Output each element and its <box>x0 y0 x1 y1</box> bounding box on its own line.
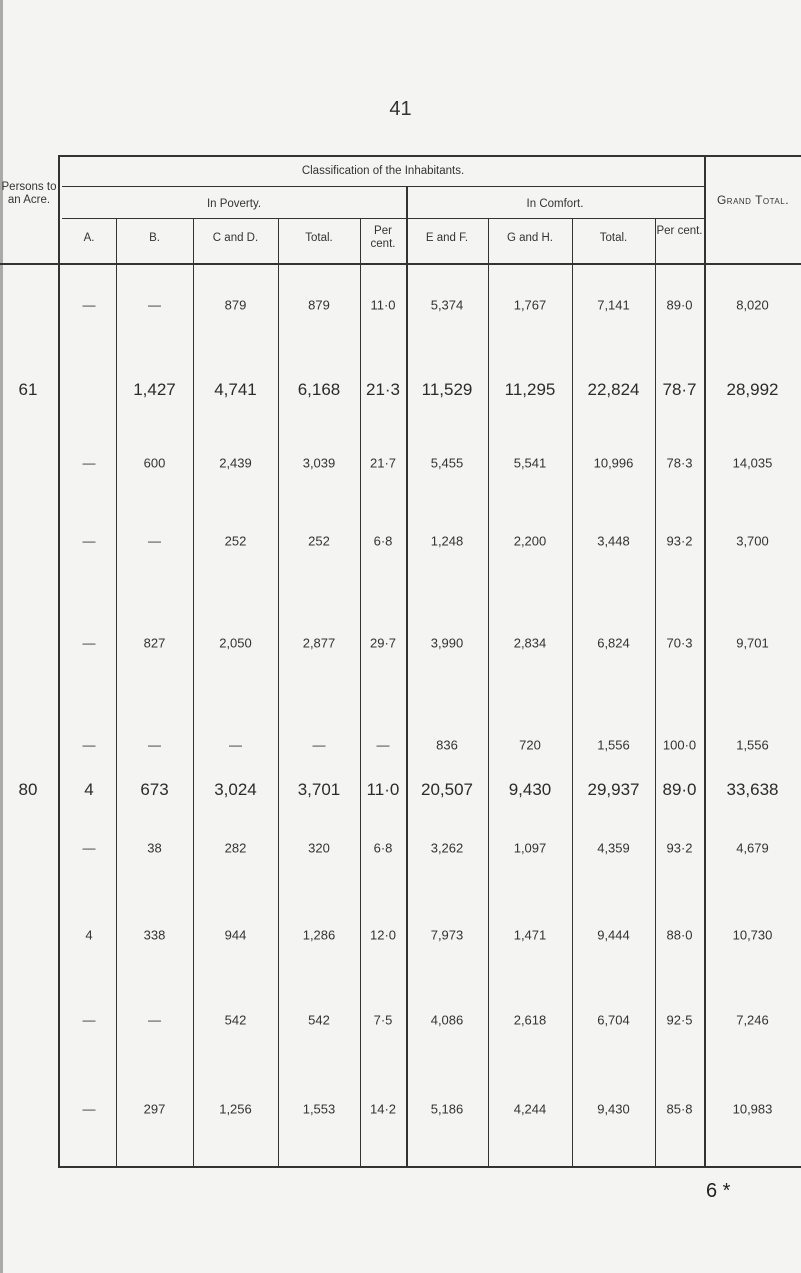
table-cell: 3,039 <box>302 455 336 471</box>
table-cell: 7,973 <box>430 927 464 943</box>
column-header: E and F. <box>425 232 469 244</box>
table-cell: 10,983 <box>732 1101 773 1117</box>
column-header: Total. <box>305 232 333 244</box>
grand-total-column-rule <box>704 155 706 1166</box>
table-cell: 29,937 <box>587 780 640 799</box>
poverty-comfort-rule <box>406 186 408 1166</box>
table-cell: 4,244 <box>513 1101 547 1117</box>
table-cell: — <box>82 297 96 313</box>
table-cell: 2,050 <box>219 635 252 651</box>
table-cell: 252 <box>308 533 330 549</box>
column-header: A. <box>83 232 95 244</box>
column-header: B. <box>149 232 160 244</box>
header-bottom-rule <box>0 263 801 265</box>
subgroup-rule <box>62 218 704 219</box>
table-cell: 9,444 <box>597 927 630 943</box>
table-cell: 320 <box>308 840 330 856</box>
table-cell: 4,359 <box>597 840 630 856</box>
table-cell: — <box>312 737 326 753</box>
column-header: Total. <box>599 232 628 244</box>
table-cell: — <box>376 737 390 753</box>
table-cell: 9,701 <box>736 635 769 651</box>
table-cell: 6·8 <box>373 840 393 856</box>
table-cell: 6·8 <box>373 533 393 549</box>
classification-rule <box>62 186 704 187</box>
table-cell: 1,427 <box>133 380 176 399</box>
table-cell: 2,618 <box>513 1012 547 1028</box>
table-cell: 720 <box>519 737 541 753</box>
table-cell: 1,556 <box>597 737 630 753</box>
table-cell: 5,374 <box>430 297 464 313</box>
table-cell: 3,448 <box>597 533 630 549</box>
table-cell: 78·3 <box>666 455 693 471</box>
table-cell: — <box>82 455 96 471</box>
table-cell: 78·7 <box>662 380 697 399</box>
table-cell: 11·0 <box>366 780 400 799</box>
table-cell: 9,430 <box>597 1101 630 1117</box>
table-cell: 4 <box>84 780 94 799</box>
column-rule-ef <box>488 218 489 1166</box>
table-cell: 28,992 <box>726 380 779 399</box>
table-cell: 4,741 <box>214 380 257 399</box>
table-cell: 14,035 <box>732 455 773 471</box>
table-cell: 1,553 <box>302 1101 336 1117</box>
table-cell: 93·2 <box>666 840 693 856</box>
table-cell: — <box>148 533 161 549</box>
table-cell: 338 <box>143 927 166 943</box>
grand-total-header: Grand Total. <box>716 193 790 207</box>
classification-header: Classification of the Inhabitants. <box>301 165 465 177</box>
table-cell: 38 <box>147 840 162 856</box>
table-cell: 21·7 <box>369 455 397 471</box>
table-cell: 1,556 <box>736 737 769 753</box>
table-cell: 10,730 <box>732 927 773 943</box>
persons-per-acre-header: Persons to an Acre. <box>1 181 57 206</box>
table-cell: 836 <box>436 737 458 753</box>
table-cell: 93·2 <box>666 533 693 549</box>
table-cell: 6,704 <box>597 1012 630 1028</box>
table-cell: 100·0 <box>662 737 697 753</box>
table-cell: 3,262 <box>430 840 464 856</box>
table-cell: 85·8 <box>666 1101 693 1117</box>
table-cell: 5,455 <box>430 455 464 471</box>
table-cell: 3,701 <box>297 780 341 799</box>
column-rule-gh <box>572 218 573 1166</box>
table-cell: 14·2 <box>369 1101 397 1117</box>
table-cell: 542 <box>224 1012 247 1028</box>
table-cell: 1,256 <box>219 1101 252 1117</box>
table-cell: 944 <box>224 927 247 943</box>
table-cell: 6,168 <box>297 380 341 399</box>
table-cell: 4,679 <box>736 840 769 856</box>
in-poverty-header: In Poverty. <box>206 198 262 210</box>
table-cell: 10,996 <box>593 455 634 471</box>
table-cell: 33,638 <box>726 780 779 799</box>
table-cell: 3,700 <box>736 533 769 549</box>
table-cell: 6,824 <box>597 635 630 651</box>
table-cell: 5,541 <box>513 455 547 471</box>
table-cell: 827 <box>143 635 166 651</box>
table-cell: 2,200 <box>513 533 547 549</box>
table-cell: 70·3 <box>666 635 693 651</box>
table-cell: — <box>148 1012 161 1028</box>
table-cell: 297 <box>143 1101 166 1117</box>
column-rule-b <box>193 218 194 1166</box>
density-column-rule <box>58 155 60 1166</box>
table-cell: 5,186 <box>430 1101 464 1117</box>
table-cell: 7·5 <box>373 1012 393 1028</box>
table-cell: — <box>82 840 96 856</box>
column-rule-a <box>116 218 117 1166</box>
table-cell: — <box>82 1012 96 1028</box>
table-cell: 11,529 <box>421 380 473 399</box>
table-cell: 20,507 <box>421 780 473 799</box>
table-cell: 673 <box>140 780 169 799</box>
table-cell: 8,020 <box>736 297 769 313</box>
page-number: 41 <box>389 98 412 120</box>
table-cell: 879 <box>224 297 247 313</box>
table-cell: — <box>148 297 161 313</box>
column-header: G and H. <box>506 232 554 244</box>
column-header: C and D. <box>212 232 259 244</box>
table-cell: 2,877 <box>302 635 336 651</box>
table-cell: 7,246 <box>736 1012 769 1028</box>
column-header: Per cent. <box>370 225 396 250</box>
table-cell: 879 <box>308 297 330 313</box>
table-cell: 282 <box>224 840 247 856</box>
table-cell: 542 <box>308 1012 330 1028</box>
table-cell: 4,086 <box>430 1012 464 1028</box>
table-cell: 89·0 <box>662 780 697 799</box>
table-cell: 9,430 <box>508 780 552 799</box>
table-cell: 29·7 <box>369 635 397 651</box>
table-cell: 11,295 <box>504 380 556 399</box>
table-cell: 3,024 <box>214 780 257 799</box>
table-cell: 2,439 <box>219 455 252 471</box>
table-cell: 12·0 <box>369 927 397 943</box>
column-header: Per cent. <box>656 225 703 237</box>
table-cell: 89·0 <box>666 297 693 313</box>
table-top-rule <box>58 155 801 157</box>
table-cell: — <box>148 737 161 753</box>
table-cell: 3,990 <box>430 635 464 651</box>
table-bottom-rule <box>58 1166 801 1168</box>
table-cell: 1,286 <box>302 927 336 943</box>
table-cell: 21·3 <box>365 380 401 399</box>
table-cell: 2,834 <box>513 635 547 651</box>
table-cell: 1,248 <box>430 533 464 549</box>
column-rule-cd <box>278 218 279 1166</box>
table-cell: 1,767 <box>513 297 547 313</box>
table-cell: 22,824 <box>587 380 640 399</box>
column-rule-total2 <box>655 218 656 1166</box>
table-cell: — <box>82 737 96 753</box>
table-cell: 4 <box>85 927 93 943</box>
table-cell: — <box>82 635 96 651</box>
table-cell: 1,471 <box>513 927 547 943</box>
in-comfort-header: In Comfort. <box>526 198 584 210</box>
density-value: 80 <box>18 780 38 799</box>
table-cell: 11·0 <box>370 297 396 313</box>
table-cell: 600 <box>143 455 166 471</box>
signature-mark: 6 * <box>706 1180 731 1202</box>
table-cell: 88·0 <box>666 927 693 943</box>
density-value: 61 <box>18 380 38 399</box>
column-rule-total <box>360 218 361 1166</box>
table-cell: — <box>82 533 96 549</box>
table-cell: 7,141 <box>597 297 630 313</box>
table-cell: 1,097 <box>513 840 547 856</box>
table-cell: 92·5 <box>666 1012 693 1028</box>
table-cell: 252 <box>224 533 247 549</box>
table-cell: — <box>82 1101 96 1117</box>
table-cell: — <box>229 737 242 753</box>
